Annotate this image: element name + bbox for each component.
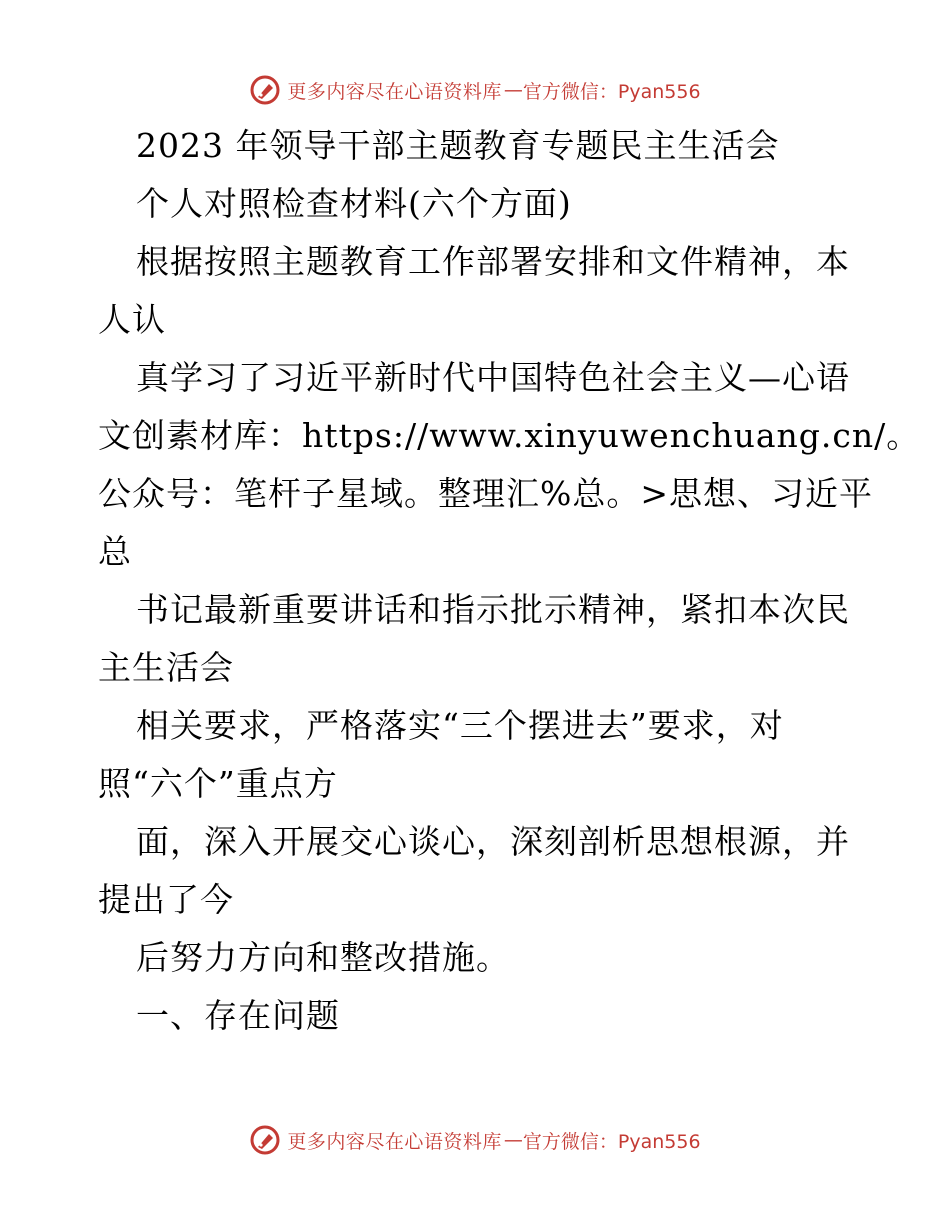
- banner-text: 更多内容尽在心语资料库: [287, 1130, 502, 1153]
- paragraph-line: 真学习了习近平新时代中国特色社会主义—心语: [136, 358, 850, 397]
- paragraph-line: 照“六个”重点方: [98, 764, 338, 803]
- pen-nib-circle-icon: [249, 1124, 281, 1156]
- banner-wechat: 官方微信：Pyan556: [522, 80, 701, 103]
- paragraph-line: 根据按照主题教育工作部署安排和文件精神，本: [136, 242, 850, 281]
- paragraph-line: 提出了今: [98, 880, 234, 919]
- document-body: [98, 117, 921, 1045]
- paragraph-line: 主生活会: [98, 648, 234, 687]
- paragraph-line: 公众号：笔杆子星域。整理汇%总。>思想、习近平: [98, 474, 874, 513]
- banner-wechat: 官方微信：Pyan556: [522, 1130, 701, 1153]
- doc-title-line-2: 个人对照检查材料(六个方面): [136, 184, 572, 223]
- banner-separator: —: [503, 1129, 523, 1151]
- doc-title-line-1: 2023 年领导干部主题教育专题民主生活会: [136, 126, 780, 165]
- paragraph-line: 相关要求，严格落实“三个摆进去”要求，对: [136, 706, 784, 745]
- banner-text: 更多内容尽在心语资料库: [287, 80, 502, 103]
- paragraph-line: 文创素材库：https://www.xinyuwenchuang.cn/。: [98, 416, 921, 455]
- header-banner: [0, 70, 950, 110]
- paragraph-line: 后努力方向和整改措施。: [136, 938, 510, 977]
- paragraph-line: 书记最新重要讲话和指示批示精神，紧扣本次民: [136, 590, 850, 629]
- section-heading: 一、存在问题: [136, 996, 340, 1035]
- banner-separator: —: [503, 79, 523, 101]
- paragraph-line: 总: [98, 532, 132, 571]
- pen-nib-circle-icon: [249, 74, 281, 106]
- paragraph-line: 面，深入开展交心谈心，深刻剖析思想根源，并: [136, 822, 850, 861]
- paragraph-line: 人认: [98, 300, 166, 339]
- footer-banner: [0, 1120, 950, 1160]
